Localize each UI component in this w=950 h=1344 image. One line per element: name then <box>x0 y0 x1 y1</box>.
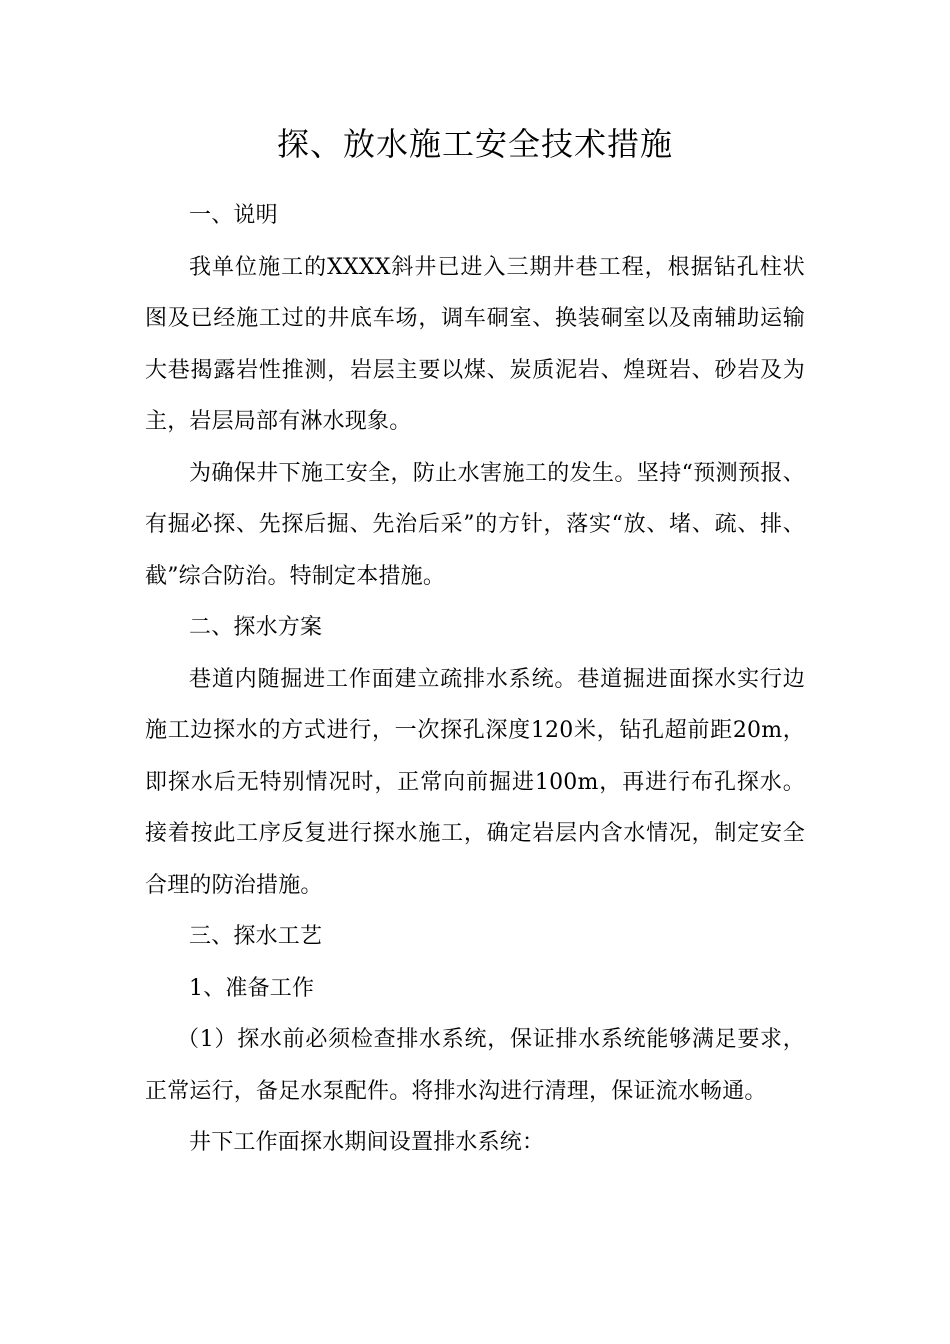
section-heading-exploration-process: 三、探水工艺 <box>189 924 323 949</box>
paragraph-drainage-system: 井下工作面探水期间设置排水系统： <box>189 1130 545 1155</box>
document-title: 探、放水施工安全技术措施 <box>276 125 673 163</box>
document-body <box>145 190 805 1169</box>
paragraph-safety-policy: 为确保井下施工安全，防止水害施工的发生。坚持“预测预报、有掘必探、先探后掘、先治后采”的方针，落实“放、堵、疏、排、截”综合防治。特制定本措施。 <box>145 460 805 589</box>
subheading-preparation: 1、准备工作 <box>189 975 315 1001</box>
section-heading-exploration-plan: 二、探水方案 <box>189 615 323 640</box>
paragraph-exploration-plan: 巷道内随掘进工作面建立疏排水系统。巷道掘进面探水实行边施工边探水的方式进行，一次探孔深度120米，钻孔超前距20m，即探水后无特别情况时，正常向前掘进100m，再进行布孔探水。接着按此工序反复进行探水施工，确定岩层内含水情况，制定安全合理的防治措施。 <box>145 666 805 898</box>
paragraph-project-overview: 我单位施工的XXXX斜井已进入三期井巷工程，根据钻孔柱状图及已经施工过的井底车场，调车硐室、换装硐室以及南辅助运输大巷揭露岩性推测，岩层主要以煤、炭质泥岩、煌斑岩、砂岩及为主，岩层局部有淋水现象。 <box>145 254 805 434</box>
section-heading-explanation: 一、说明 <box>189 203 278 228</box>
paragraph-drainage-check: （1）探水前必须检查排水系统，保证排水系统能够满足要求，正常运行，备足水泵配件。将排水沟进行清理，保证流水畅通。 <box>145 1027 805 1104</box>
